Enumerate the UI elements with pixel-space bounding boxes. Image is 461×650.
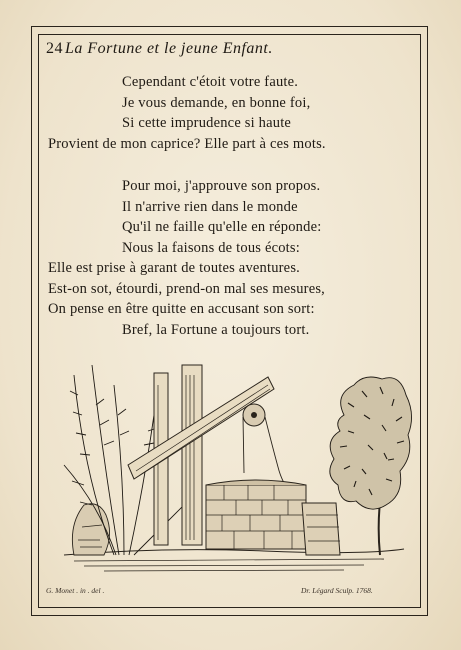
well-post-right <box>182 365 202 545</box>
stone-well <box>206 480 306 549</box>
engraver-signature: Dr. Légard Sculp. 1768. <box>301 586 373 595</box>
page-title: La Fortune et le jeune Enfant. <box>65 40 273 57</box>
stanza-2 <box>48 176 325 340</box>
verse-line: Pour moi, j'approuve son propos. <box>122 178 321 194</box>
bucket <box>302 503 340 555</box>
stanza-1 <box>48 72 326 154</box>
verse-line: Bref, la Fortune a toujours tort. <box>122 321 310 338</box>
verse-line: Qu'il ne faille qu'elle en réponde: <box>122 219 322 235</box>
tree <box>330 377 412 555</box>
verse-line: Il n'arrive rien dans le monde <box>122 198 298 215</box>
page-number: 24 <box>46 40 63 57</box>
well-engraving <box>44 355 416 583</box>
verse-line: Cependant c'étoit votre faute. <box>122 74 299 90</box>
verse-line: Si cette imprudence si haute <box>122 115 292 131</box>
artist-signature: G. Monet . in . del . <box>46 586 105 595</box>
verse-line: Provient de mon caprice? Elle part à ces mots. <box>48 135 326 152</box>
page-header <box>46 40 396 62</box>
verse-line: Je vous demande, en bonne foi, <box>122 94 311 111</box>
verse-line: On pense en être quitte en accusant son sort: <box>48 301 315 317</box>
verse-line: Elle est prise à garant de toutes aventures. <box>48 260 300 276</box>
verse-line: Est-on sot, étourdi, prend-on mal ses mesures, <box>48 280 325 297</box>
verse-line: Nous la faisons de tous écots: <box>122 239 300 256</box>
